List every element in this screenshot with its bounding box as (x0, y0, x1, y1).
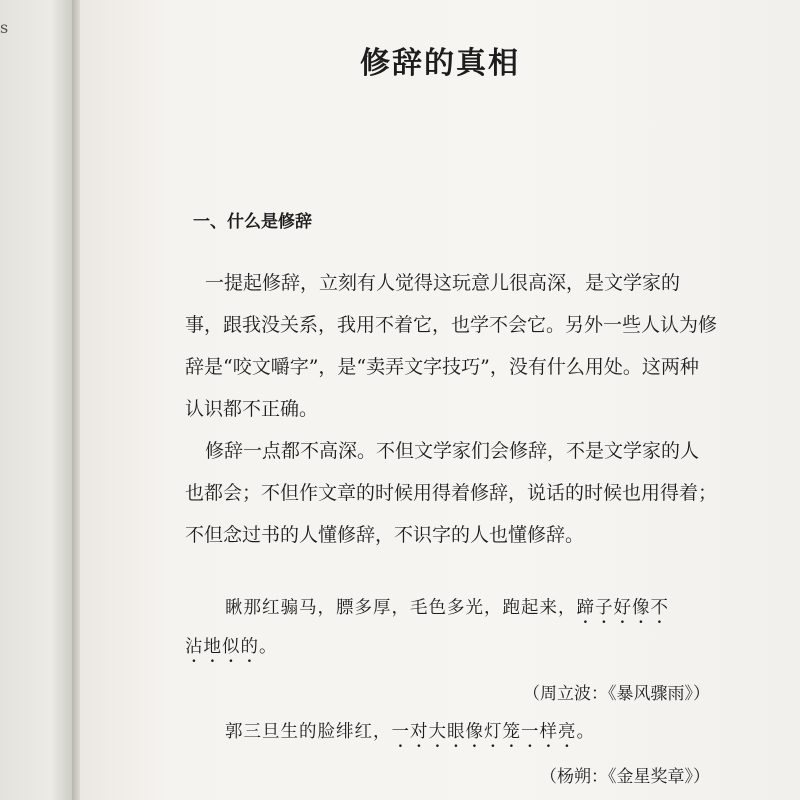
paragraph-line: 一提起修辞，立刻有人觉得这玩意儿很高深，是文学家的 (205, 272, 681, 294)
paragraph-line: 不但念过书的人懂修辞，不识字的人也懂修辞。 (185, 524, 585, 546)
paragraph-line: 也都会；不但作文章的时候用得着修辞，说话的时候也用得着； (185, 482, 718, 504)
quote-text: 瞅那红骟马，膘多厚，毛色多光，跑起来， (225, 598, 577, 618)
paragraph-line: 事，跟我没关系，我用不着它，也学不会它。另外一些人认为修 (185, 314, 718, 336)
emphasized-text: 一对大眼像灯笼一样亮 (391, 722, 577, 742)
quote-line (225, 594, 669, 628)
quote-text: 。 (259, 637, 278, 657)
paragraph-line: 辞是“咬文嚼字”，是“卖弄文字技巧”，没有什么用处。这两种 (185, 356, 699, 378)
left-page-edge (0, 0, 72, 800)
quote-line (225, 718, 595, 752)
emphasized-text: 蹄子好像不 (576, 598, 669, 618)
page-title: 修辞的真相 (360, 46, 520, 81)
quote-source: （周立波：《暴风骤雨》） (523, 684, 710, 704)
quote-source: （杨朔：《金星奖章》） (540, 767, 710, 787)
book-gutter (72, 0, 80, 800)
quote-text: 郭三旦生的脸绯红， (225, 722, 392, 742)
paragraph-line: 修辞一点都不高深。不但文学家们会修辞，不是文学家的人 (205, 440, 700, 462)
section-heading: 一、什么是修辞 (193, 212, 312, 232)
left-page-mark: s (0, 18, 9, 37)
emphasized-text: 沾地似的 (185, 637, 259, 657)
book-page (80, 0, 800, 800)
quote-line (185, 633, 278, 667)
paragraph-line: 认识都不正确。 (185, 398, 319, 420)
quote-text: 。 (576, 722, 595, 742)
